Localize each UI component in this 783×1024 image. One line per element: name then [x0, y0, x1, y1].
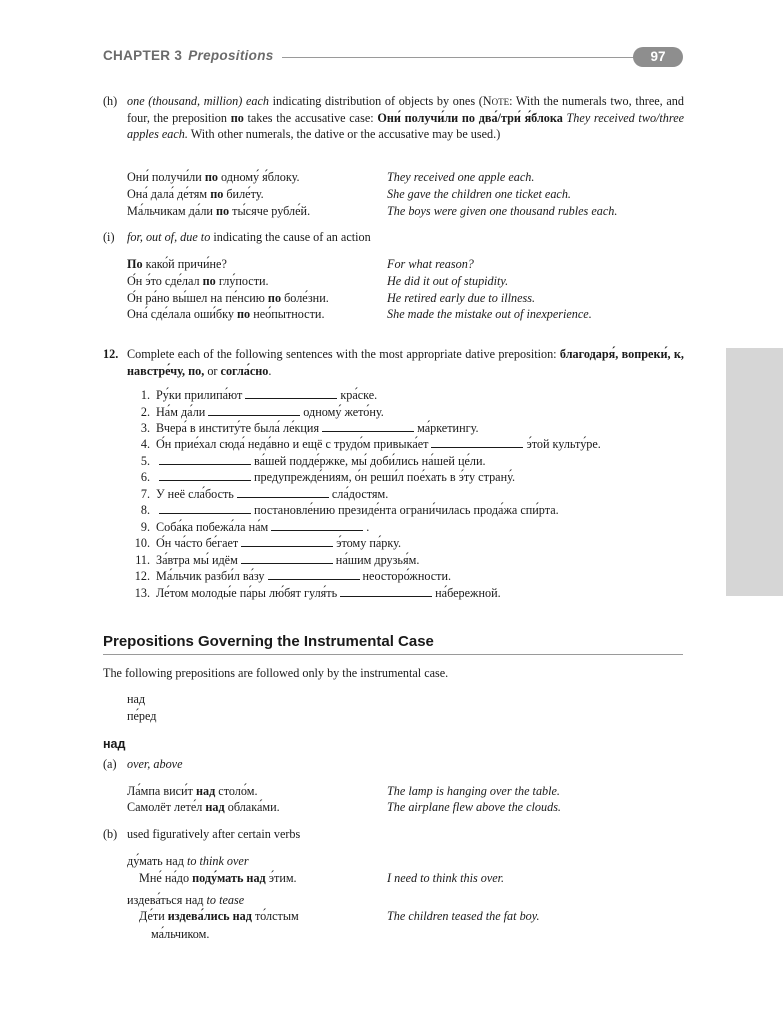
preposition-list-item: пе́ред [127, 709, 157, 723]
subheading-nad: над [103, 737, 126, 751]
exercise-item: 4. О́н прие́хал сюда́ неда́вно и ещё с трудо́м привыка́ет э́той культу́ре. [140, 437, 601, 451]
answer-blank[interactable] [241, 553, 333, 564]
exercise-item: 12. Ма́льчик разби́л ва́зу неосторо́жности. [134, 569, 452, 583]
section-i: (i) for, out of, due to indicating the cause of an action [103, 230, 371, 244]
exercise-item: 3. Вчера́ в институ́те была́ ле́кция ма́ркетингу. [140, 421, 479, 435]
russian-example: Они́ получи́ли по два́/три́ я́блока [377, 110, 563, 125]
section-a: (a) over, above [103, 757, 183, 771]
example-pair: О́н э́то сде́лал по глу́пости. He did it out of stupidity. [127, 274, 509, 288]
answer-blank[interactable] [159, 503, 251, 514]
side-thumb-tab [726, 348, 783, 596]
example-pair: Мне́ на́до поду́мать над э́тим. I need to think this over. [139, 871, 505, 885]
section-h-lead: one (thousand, million) each [127, 94, 269, 108]
english-example: They received two/three apples each. [127, 110, 685, 142]
section-rule [103, 654, 683, 655]
exercise-number: 12. [103, 347, 119, 361]
exercise-item: 11. За́втра мы́ идём на́шим друзья́м. [135, 553, 420, 567]
exercise-item: 9. Соба́ка побежа́ла на́м . [140, 520, 370, 534]
exercise-item: 5. ва́шей подде́ржке, мы́ доби́лись на́шей це́ли. [140, 454, 486, 468]
answer-blank[interactable] [159, 454, 251, 465]
note-label: Note [482, 94, 510, 108]
example-pair: Де́ти издева́лись над то́лстым The children teased the fat boy. [139, 909, 540, 923]
example-pair: Она́ сде́лала оши́бку по нео́пытности. She made the mistake out of inexperience. [127, 307, 592, 321]
section-b: (b) used figuratively after certain verbs [103, 827, 301, 841]
exercise-item: 6. предупрежде́ниям, о́н реши́л пое́хать в э́ту страну́. [140, 470, 516, 484]
exercise-instructions: Complete each of the following sentences with the most appropriate dative preposition: благодаря́, вопреки́, к, навстре́чу, по, or согла́сно. [127, 347, 684, 378]
answer-blank[interactable] [340, 586, 432, 597]
example-pair: О́н ра́но вы́шел на пе́нсию по боле́зни. He retired early due to illness. [127, 291, 536, 305]
example-continuation: ма́льчиком. [151, 927, 210, 941]
answer-blank[interactable] [237, 487, 329, 498]
example-pair: Самолёт лете́л над облака́ми. The airplane flew above the clouds. [127, 800, 561, 814]
exercise-item: 7. У неё сла́бость сла́достям. [140, 487, 389, 501]
exercise-item: 1. Ру́ки прилипа́ют кра́ске. [140, 388, 378, 402]
answer-blank[interactable] [268, 569, 360, 580]
answer-blank[interactable] [245, 388, 337, 399]
chapter-label: CHAPTER 3 [103, 48, 183, 63]
example-pair: Ла́мпа виси́т над столо́м. The lamp is hanging over the table. [127, 784, 560, 798]
answer-blank[interactable] [271, 520, 363, 531]
example-pair: Они́ получи́ли по одному́ я́блоку. They received one apple each. [127, 170, 535, 184]
example-pair: По како́й причи́не? For what reason? [127, 257, 474, 271]
exercise-item: 2. На́м да́ли одному́ жето́ну. [140, 405, 384, 419]
answer-blank[interactable] [322, 421, 414, 432]
section-h-label: (h) [103, 94, 118, 108]
exercise-item: 8. постановле́нию президе́нта ограни́чилась прода́жа спи́рта. [140, 503, 559, 517]
example-pair: Ма́льчикам да́ли по ты́сяче рубле́й. The boys were given one thousand rubles each. [127, 204, 618, 218]
section-heading: Prepositions Governing the Instrumental Case [103, 633, 434, 650]
section-intro: The following prepositions are followed only by the instrumental case. [103, 666, 449, 680]
answer-blank[interactable] [208, 405, 300, 416]
answer-blank[interactable] [159, 470, 251, 481]
verb-entry: ду́мать над to think over [127, 854, 249, 868]
header-rule [282, 57, 642, 58]
exercise-item: 10. О́н ча́сто бе́гает э́тому па́рку. [134, 536, 402, 550]
chapter-header [103, 48, 274, 65]
page-number-badge: 97 [633, 47, 683, 67]
preposition-list-item: над [127, 692, 146, 706]
section-i-label: (i) [103, 230, 115, 244]
answer-blank[interactable] [431, 437, 523, 448]
example-pair: Она́ дала́ де́тям по биле́ту. She gave the children one ticket each. [127, 187, 571, 201]
answer-blank[interactable] [241, 536, 333, 547]
chapter-title: Prepositions [188, 48, 274, 63]
verb-entry: издева́ться над to tease [127, 893, 245, 907]
exercise-item: 13. Ле́том молоды́е па́ры лю́бят гуля́ть на́бережной. [134, 586, 501, 600]
section-h: (h) one (thousand, million) each indicating distribution of objects by ones (Note: With the numerals two, three, and four, the preposition по takes the accusative case: Они́ получи́ли по два́/три́ я́блока They received two/three apples each. With other numerals, the dative or the accusative may be used.) [103, 94, 685, 142]
